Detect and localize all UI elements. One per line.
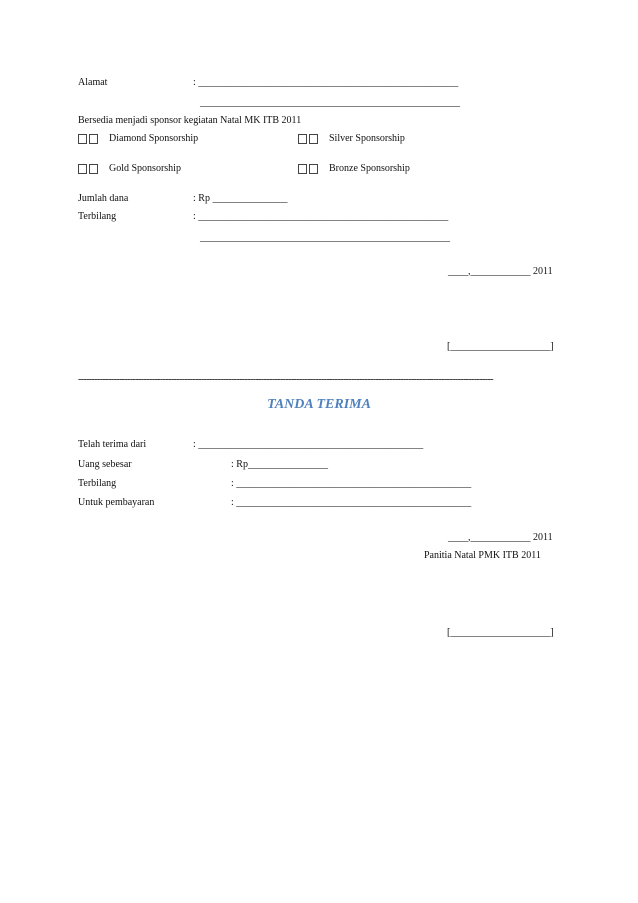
untuk-pembayaran-label: Untuk pembayaran — [78, 497, 155, 508]
date-line[interactable]: ____,____________ 2011 — [448, 266, 553, 277]
option-label: Gold Sponsorship — [109, 163, 181, 174]
checkbox-icon — [309, 134, 318, 144]
telah-terima-label: Telah terima dari — [78, 439, 147, 450]
terbilang-field-line-1[interactable]: : __________________________________________________ — [193, 211, 449, 222]
checkbox-icon[interactable] — [298, 134, 307, 144]
terbilang-receipt-field[interactable]: : _______________________________________________ — [231, 478, 472, 489]
committee-name: Panitia Natal PMK ITB 2011 — [424, 550, 541, 561]
terbilang-receipt-label: Terbilang — [78, 478, 117, 489]
alamat-label: Alamat — [78, 77, 108, 88]
option-label: Silver Sponsorship — [329, 133, 405, 144]
alamat-field-line-1[interactable]: : ____________________________________________________ — [193, 77, 459, 88]
gold-sponsorship-option[interactable] — [78, 163, 181, 175]
option-label: Bronze Sponsorship — [329, 163, 410, 174]
telah-terima-field[interactable]: : _____________________________________________ — [193, 439, 424, 450]
option-label: Diamond Sponsorship — [109, 133, 199, 144]
terbilang-field-line-2[interactable]: __________________________________________________ — [200, 232, 450, 243]
checkbox-icon[interactable] — [78, 134, 87, 144]
checkbox-icon — [309, 164, 318, 174]
diamond-sponsorship-option[interactable] — [78, 133, 198, 145]
receipt-title: TANDA TERIMA — [267, 397, 371, 412]
untuk-pembayaran-field[interactable]: : _______________________________________________ — [231, 497, 472, 508]
jumlah-dana-field[interactable]: : Rp _______________ — [193, 193, 288, 204]
alamat-field-line-2[interactable]: ____________________________________________________ — [200, 97, 460, 108]
jumlah-dana-label: Jumlah dana — [78, 193, 129, 204]
signature-line[interactable]: [____________________] — [447, 341, 554, 352]
checkbox-icon — [89, 134, 98, 144]
sponsor-statement: Bersedia menjadi sponsor kegiatan Natal MK ITB 2011 — [78, 115, 302, 126]
uang-sebesar-label: Uang sebesar — [78, 459, 132, 470]
uang-sebesar-field[interactable]: : Rp________________ — [231, 459, 328, 470]
checkbox-icon[interactable] — [298, 164, 307, 174]
bronze-sponsorship-option[interactable] — [298, 163, 410, 175]
checkbox-icon[interactable] — [78, 164, 87, 174]
receipt-date-line[interactable]: ____,____________ 2011 — [448, 532, 553, 543]
checkbox-icon — [89, 164, 98, 174]
cut-line-separator: -------------------------------------------------------------------------------------------------------------------------------------------------------- — [78, 374, 493, 385]
silver-sponsorship-option[interactable] — [298, 133, 405, 145]
receipt-signature-line[interactable]: [____________________] — [447, 627, 554, 638]
terbilang-label: Terbilang — [78, 211, 117, 222]
